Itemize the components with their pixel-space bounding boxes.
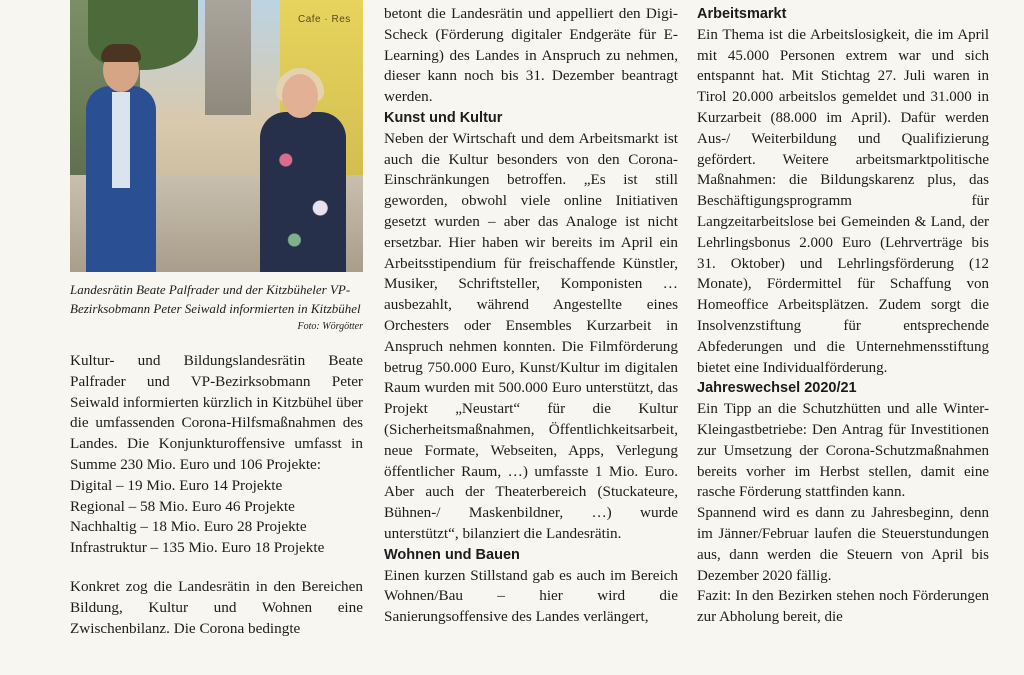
spannend-paragraph: Spannend wird es dann zu Jahresbeginn, denn im Jänner/Februar laufen die Steuerstundungen aus, dann werden die Steuern von April bis Dezember 2020 fällig. [697,505,989,584]
photo-man-hair [101,44,141,62]
kultur-paragraph: Neben der Wirtschaft und dem Arbeitsmarkt ist auch die Kultur besonders von den Corona-Einschränkungen betroffen. „Es ist still geworden, obwohl viele online Initiativen gesetzt wurden – aber das Analoge ist nicht ersetzbar. Hier haben wir bereits im April ein Arbeitsstipendium für freischaffende Künstler, Musiker, Schriftsteller, Komponisten … ausbezahlt, während Angestellte eines Orchesters oder Ensembles Kurzarbeit in Anspruch nehmen konnten. Die Filmförderung betrug 750.000 Euro, Kunst/Kultur im digitalen Raum wurden mit 500.000 Euro unterstützt, das Projekt „Neustart“ für die Kultur (Sicherheitsmaßnahmen, Öffentlichkeitsarbeit, neue Formate, Webseiten, Apps, Verlegung öffentlicher Raum, …) umfasste 1 Mio. Euro. Aber auch der Theaterbereich (Stuckateure, Bühnen-/ Maskenbildner, …) wurde unterstützt“, bilanziert die Landesrätin. [384,129,678,542]
photo-caption: Landesrätin Beate Palfrader und der Kitzbüheler VP-Bezirksobmann Peter Seiwald informierten in Kitzbühel [70,282,361,316]
list-item: Digital – 19 Mio. Euro 14 Projekte [70,476,283,494]
intro-paragraph: Kultur- und Bildungslandesrätin Beate Palfrader und VP-Bezirksobmann Peter Seiwald informierten kürzlich in Kitzbühel über die umfassenden Corona-Hilfsmaßnahmen des Landes. Die Konjunkturoffensive umfasst in Summe 230 Mio. Euro und 106 Projekte: [70,352,363,473]
outro-paragraph: Konkret zog die Landesrätin in den Bereichen Bildung, Kultur und Wohnen eine Zwischenbilanz. Die Corona bedingte [70,577,363,637]
digi-scheck-paragraph: betont die Landesrätin und appelliert den Digi-Scheck (Förderung digitaler Endgeräte für E-Learning) des Landes in Anspruch zu nehmen, dieser kann noch bis 31. Dezember beantragt werden. [384,5,678,106]
photo-credit: Foto: Wörgötter [297,321,363,332]
heading-wohnen-bauen: Wohnen und Bauen [384,546,520,563]
photo-church-tower [205,0,251,115]
column-2 [384,4,678,628]
photo-woman-head [282,74,318,118]
arbeitsmarkt-paragraph: Ein Thema ist die Arbeitslosigkeit, die im April mit 45.000 Personen extrem war und sich entspannt hat. Mit Stichtag 27. Juli waren in Tirol 20.000 arbeitslos gemeldet und 31.000 in Kurzarbeit (88.000 im April). Dafür werden Aus-/ Weiterbildung und Qualifizierung gefördert. Weitere arbeitsmarktpolitische Maßnahmen: die Bildungskarenz plus, das Beschäftigungsprogramm für Langzeitarbeitslose bei Gemeinden & Land, der Lehrlingsbonus 2.000 Euro (Lehrverträge bis 31. Oktober) und Lehrlingsförderung (12 Monate), Fördermittel für Schaffung von Homeoffice Arbeitsplätzen. Zudem sorgt die Insolvenzstiftung für entsprechende Abfederungen und die Unternehmensstiftung bietet eine Individualförderung. [697,26,989,376]
photo-woman [260,112,346,272]
heading-kunst-kultur: Kunst und Kultur [384,109,503,126]
column-3 [697,4,989,628]
photo-man-shirt [112,92,130,188]
project-list [70,476,363,559]
list-item: Regional – 58 Mio. Euro 46 Projekte [70,497,295,515]
column-1 [70,0,363,639]
list-item: Nachhaltig – 18 Mio. Euro 28 Projekte [70,518,307,536]
jahreswechsel-paragraph: Ein Tipp an die Schutzhütten und alle Winter-Kleingastbetriebe: Den Antrag für Investitionen zur Umsetzung der Corona-Schutzmaßnahmen bereits vorher im Herbst stellen, damit eine rasche Förderung stattfinden kann. [697,401,989,501]
fazit-paragraph: Fazit: In den Bezirken stehen noch Förderungen zur Abholung bereit, die [697,588,989,626]
article-photo [70,0,363,272]
heading-jahreswechsel: Jahreswechsel 2020/21 [697,380,857,397]
list-item: Infrastruktur – 135 Mio. Euro 18 Projekte [70,539,325,557]
heading-arbeitsmarkt: Arbeitsmarkt [697,6,787,22]
wohnen-paragraph: Einen kurzen Stillstand gab es auch im Bereich Wohnen/Bau – hier wird die Sanierungsoffensive des Landes verlängert, [384,566,678,626]
photo-cafe-sign: Cafe · Res [298,14,351,25]
